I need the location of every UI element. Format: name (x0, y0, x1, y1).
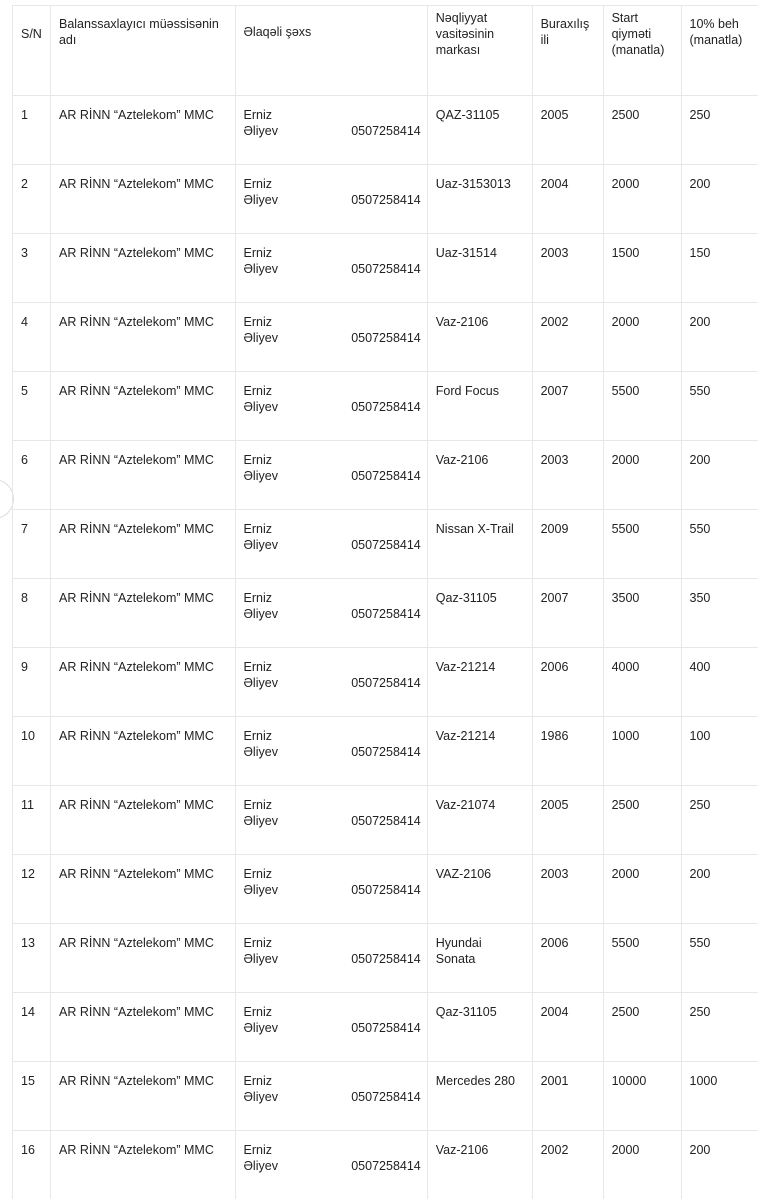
header-contact: Əlaqəli şəxs (235, 6, 427, 96)
cell-year: 2005 (532, 786, 603, 855)
cell-contact (235, 303, 427, 372)
cell-brand: Uaz-3153013 (427, 165, 532, 234)
cell-price: 3500 (603, 579, 681, 648)
contact-phone: 0507258414 (351, 537, 421, 553)
cell-deposit: 1000 (681, 1062, 758, 1131)
cell-org: AR RİNN “Aztelekom” MMC (50, 993, 235, 1062)
cell-sn: 15 (13, 1062, 51, 1131)
cell-price: 2000 (603, 441, 681, 510)
cell-org: AR RİNN “Aztelekom” MMC (50, 303, 235, 372)
cell-org: AR RİNN “Aztelekom” MMC (50, 165, 235, 234)
contact-phone: 0507258414 (351, 882, 421, 898)
cell-deposit: 150 (681, 234, 758, 303)
contact-first-name: Erniz (244, 1004, 419, 1020)
cell-price: 2000 (603, 1131, 681, 1199)
header-brand: Nəqliyyat vasitəsinin markası (427, 6, 532, 96)
cell-deposit: 200 (681, 1131, 758, 1199)
cell-year: 2007 (532, 579, 603, 648)
contact-last-name: Əliyev (244, 261, 419, 277)
contact-last-name: Əliyev (244, 1158, 419, 1174)
contact-last-name: Əliyev (244, 882, 419, 898)
contact-first-name: Erniz (244, 1073, 419, 1089)
contact-phone: 0507258414 (351, 951, 421, 967)
table-row (13, 303, 758, 372)
header-price: Start qiymәti (manatla) (603, 6, 681, 96)
cell-org: AR RİNN “Aztelekom” MMC (50, 372, 235, 441)
cell-deposit: 200 (681, 165, 758, 234)
cell-deposit: 250 (681, 786, 758, 855)
contact-first-name: Erniz (244, 383, 419, 399)
contact-first-name: Erniz (244, 107, 419, 123)
header-deposit: 10% beh (manatla) (681, 6, 758, 96)
contact-phone: 0507258414 (351, 468, 421, 484)
cell-year: 2004 (532, 993, 603, 1062)
cell-contact (235, 372, 427, 441)
contact-phone: 0507258414 (351, 1020, 421, 1036)
cell-org: AR RİNN “Aztelekom” MMC (50, 924, 235, 993)
table-row (13, 648, 758, 717)
cell-sn: 4 (13, 303, 51, 372)
cell-price: 5500 (603, 924, 681, 993)
table-row (13, 1062, 758, 1131)
contact-first-name: Erniz (244, 590, 419, 606)
cell-year: 2005 (532, 96, 603, 165)
header-org: Balanssaxlayıcı müəssisənin adı (50, 6, 235, 96)
cell-org: AR RİNN “Aztelekom” MMC (50, 717, 235, 786)
cell-sn: 13 (13, 924, 51, 993)
table-row (13, 717, 758, 786)
cell-contact (235, 441, 427, 510)
cell-deposit: 200 (681, 303, 758, 372)
contact-last-name: Əliyev (244, 537, 419, 553)
cell-year: 2006 (532, 924, 603, 993)
contact-first-name: Erniz (244, 1142, 419, 1158)
cell-deposit: 550 (681, 372, 758, 441)
cell-year: 2007 (532, 372, 603, 441)
cell-contact (235, 855, 427, 924)
contact-last-name: Əliyev (244, 1020, 419, 1036)
cell-contact (235, 234, 427, 303)
cell-sn: 8 (13, 579, 51, 648)
contact-last-name: Əliyev (244, 468, 419, 484)
cell-deposit: 550 (681, 510, 758, 579)
contact-phone: 0507258414 (351, 606, 421, 622)
cell-sn: 5 (13, 372, 51, 441)
cell-deposit: 200 (681, 441, 758, 510)
table-row (13, 1131, 758, 1199)
cell-org: AR RİNN “Aztelekom” MMC (50, 234, 235, 303)
contact-phone: 0507258414 (351, 744, 421, 760)
contact-first-name: Erniz (244, 176, 419, 192)
contact-phone: 0507258414 (351, 123, 421, 139)
table-row (13, 510, 758, 579)
contact-last-name: Əliyev (244, 675, 419, 691)
table-row (13, 372, 758, 441)
cell-brand: Uaz-31514 (427, 234, 532, 303)
cell-price: 5500 (603, 372, 681, 441)
cell-deposit: 250 (681, 993, 758, 1062)
cell-sn: 11 (13, 786, 51, 855)
cell-contact (235, 1062, 427, 1131)
cell-deposit: 250 (681, 96, 758, 165)
contact-phone: 0507258414 (351, 261, 421, 277)
cell-deposit: 200 (681, 855, 758, 924)
cell-year: 2006 (532, 648, 603, 717)
cell-contact (235, 717, 427, 786)
table-row (13, 165, 758, 234)
cell-year: 2004 (532, 165, 603, 234)
cell-year: 2002 (532, 1131, 603, 1199)
cell-sn: 14 (13, 993, 51, 1062)
contact-phone: 0507258414 (351, 192, 421, 208)
cell-contact (235, 510, 427, 579)
cell-brand: Hyundai Sonata (427, 924, 532, 993)
cell-org: AR RİNN “Aztelekom” MMC (50, 648, 235, 717)
cell-deposit: 100 (681, 717, 758, 786)
cell-price: 1000 (603, 717, 681, 786)
cell-year: 1986 (532, 717, 603, 786)
contact-last-name: Əliyev (244, 951, 419, 967)
cell-brand: Qaz-31105 (427, 993, 532, 1062)
cell-brand: Vaz-2106 (427, 303, 532, 372)
table-row (13, 579, 758, 648)
contact-first-name: Erniz (244, 245, 419, 261)
cell-contact (235, 786, 427, 855)
table-row (13, 855, 758, 924)
cell-org: AR RİNN “Aztelekom” MMC (50, 579, 235, 648)
contact-phone: 0507258414 (351, 675, 421, 691)
cell-price: 2000 (603, 303, 681, 372)
cell-brand: VAZ-2106 (427, 855, 532, 924)
cell-price: 2500 (603, 786, 681, 855)
cell-brand: Vaz-2106 (427, 1131, 532, 1199)
cell-price: 2500 (603, 96, 681, 165)
contact-last-name: Əliyev (244, 606, 419, 622)
cell-brand: Ford Focus (427, 372, 532, 441)
contact-phone: 0507258414 (351, 399, 421, 415)
contact-phone: 0507258414 (351, 1158, 421, 1174)
contact-first-name: Erniz (244, 521, 419, 537)
cell-brand: QAZ-31105 (427, 96, 532, 165)
table-row (13, 786, 758, 855)
table-row (13, 924, 758, 993)
table-row (13, 441, 758, 510)
cell-sn: 1 (13, 96, 51, 165)
cell-sn: 2 (13, 165, 51, 234)
cell-price: 4000 (603, 648, 681, 717)
cell-price: 2500 (603, 993, 681, 1062)
cell-sn: 16 (13, 1131, 51, 1199)
cell-price: 1500 (603, 234, 681, 303)
cell-sn: 9 (13, 648, 51, 717)
cell-deposit: 400 (681, 648, 758, 717)
contact-last-name: Əliyev (244, 399, 419, 415)
cell-contact (235, 165, 427, 234)
cell-brand: Nissan X-Trail (427, 510, 532, 579)
header-sn: S/N (13, 6, 51, 96)
cell-brand: Qaz-31105 (427, 579, 532, 648)
cell-brand: Vaz-21074 (427, 786, 532, 855)
cell-org: AR RİNN “Aztelekom” MMC (50, 855, 235, 924)
cell-year: 2003 (532, 441, 603, 510)
cell-brand: Vaz-2106 (427, 441, 532, 510)
cell-sn: 10 (13, 717, 51, 786)
cell-org: AR RİNN “Aztelekom” MMC (50, 96, 235, 165)
cell-deposit: 350 (681, 579, 758, 648)
contact-last-name: Əliyev (244, 1089, 419, 1105)
contact-first-name: Erniz (244, 935, 419, 951)
cell-org: AR RİNN “Aztelekom” MMC (50, 1131, 235, 1199)
vehicle-auction-table (12, 5, 758, 1199)
contact-first-name: Erniz (244, 659, 419, 675)
cell-year: 2002 (532, 303, 603, 372)
cell-sn: 12 (13, 855, 51, 924)
cell-price: 2000 (603, 165, 681, 234)
cell-brand: Vaz-21214 (427, 648, 532, 717)
cell-year: 2001 (532, 1062, 603, 1131)
cell-price: 5500 (603, 510, 681, 579)
cell-year: 2003 (532, 855, 603, 924)
table-row (13, 993, 758, 1062)
cell-contact (235, 1131, 427, 1199)
cell-year: 2003 (532, 234, 603, 303)
contact-phone: 0507258414 (351, 1089, 421, 1105)
contact-first-name: Erniz (244, 866, 419, 882)
table-header-row (13, 6, 758, 96)
contact-first-name: Erniz (244, 797, 419, 813)
cell-sn: 7 (13, 510, 51, 579)
cell-contact (235, 96, 427, 165)
cell-org: AR RİNN “Aztelekom” MMC (50, 510, 235, 579)
contact-phone: 0507258414 (351, 330, 421, 346)
cell-contact (235, 993, 427, 1062)
cell-deposit: 550 (681, 924, 758, 993)
cell-sn: 3 (13, 234, 51, 303)
table-row (13, 96, 758, 165)
cell-org: AR RİNN “Aztelekom” MMC (50, 786, 235, 855)
contact-first-name: Erniz (244, 314, 419, 330)
cell-year: 2009 (532, 510, 603, 579)
contact-last-name: Əliyev (244, 330, 419, 346)
cell-contact (235, 648, 427, 717)
cell-contact (235, 924, 427, 993)
header-year: Buraxılış ili (532, 6, 603, 96)
contact-last-name: Əliyev (244, 192, 419, 208)
cell-price: 2000 (603, 855, 681, 924)
contact-last-name: Əliyev (244, 744, 419, 760)
cell-price: 10000 (603, 1062, 681, 1131)
contact-first-name: Erniz (244, 728, 419, 744)
contact-phone: 0507258414 (351, 813, 421, 829)
contact-last-name: Əliyev (244, 813, 419, 829)
contact-first-name: Erniz (244, 452, 419, 468)
table-row (13, 234, 758, 303)
cell-org: AR RİNN “Aztelekom” MMC (50, 441, 235, 510)
cell-sn: 6 (13, 441, 51, 510)
cell-brand: Vaz-21214 (427, 717, 532, 786)
cell-org: AR RİNN “Aztelekom” MMC (50, 1062, 235, 1131)
contact-last-name: Əliyev (244, 123, 419, 139)
cell-brand: Mercedes 280 (427, 1062, 532, 1131)
cell-contact (235, 579, 427, 648)
